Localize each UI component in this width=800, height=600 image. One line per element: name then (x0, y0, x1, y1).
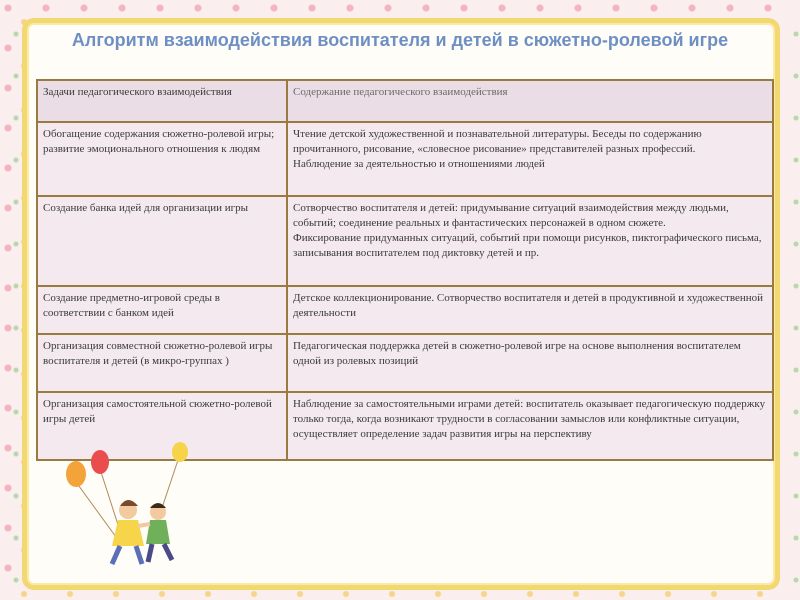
content-paragraph: Наблюдение за самостоятельными играми детей: воспитатель оказывает педагогическую поддержку только тогда, когда возникают трудности в согласовании замыслов или конфликтные ситуации, осуществляет определение задач развития игры на перспективу (293, 398, 766, 440)
task-cell: Создание предметно-игровой среды в соответствии с банком идей (37, 286, 287, 334)
task-cell: Обогащение содержания сюжетно-ролевой игры; развитие эмоционального отношения к людям (37, 122, 287, 196)
table-row (37, 196, 773, 286)
content-cell (287, 196, 773, 286)
balloon-icon (66, 461, 86, 487)
table-row (37, 122, 773, 196)
balloon-icon (91, 450, 109, 474)
table-row (37, 334, 773, 392)
table-header-row (37, 80, 773, 122)
interaction-table (36, 79, 774, 461)
content-cell (287, 392, 773, 460)
content-paragraph: Детское коллекционирование. Сотворчество воспитателя и детей в продуктивной и художественной деятельности (293, 292, 764, 319)
table-row (37, 286, 773, 334)
content-cell (287, 122, 773, 196)
content-paragraph: Педагогическая поддержка детей в сюжетно-ролевой игре на основе выполнения воспитателем одной из ролевых позиций (293, 340, 741, 367)
children-balloons-illustration (46, 442, 206, 572)
task-cell: Организация самостоятельной сюжетно-ролевой игры детей (37, 392, 287, 460)
content-cell (287, 334, 773, 392)
slide-title: Алгоритм взаимодействия воспитателя и детей в сюжетно-ролевой игре (71, 30, 729, 50)
content-paragraph: Чтение детской художественной и познавательной литературы. Беседы по содержанию прочитанного, рисование, «словесное рисование» представителей разных профессий. (293, 128, 702, 155)
content-paragraph: Наблюдение за деятельностью и отношениями людей (293, 158, 545, 170)
content-paragraph: Фиксирование придуманных ситуаций, событий при помощи рисунков, пиктографического письма, записывания воспитателем под диктовку детей и пр. (293, 232, 762, 259)
header-tasks: Задачи педагогического взаимодействия (37, 80, 287, 122)
task-cell: Создание банка идей для организации игры (37, 196, 287, 286)
content-paragraph: Сотворчество воспитателя и детей: придумывание ситуаций взаимодействия между людьми, событий; соединение реальных и фантастических персонажей в одном сюжете. (293, 202, 729, 229)
balloon-icon (172, 442, 188, 462)
header-content: Содержание педагогического взаимодействия (287, 80, 773, 122)
content-cell (287, 286, 773, 334)
task-cell: Организация совместной сюжетно-ролевой игры воспитателя и детей (в микро-группах ) (37, 334, 287, 392)
